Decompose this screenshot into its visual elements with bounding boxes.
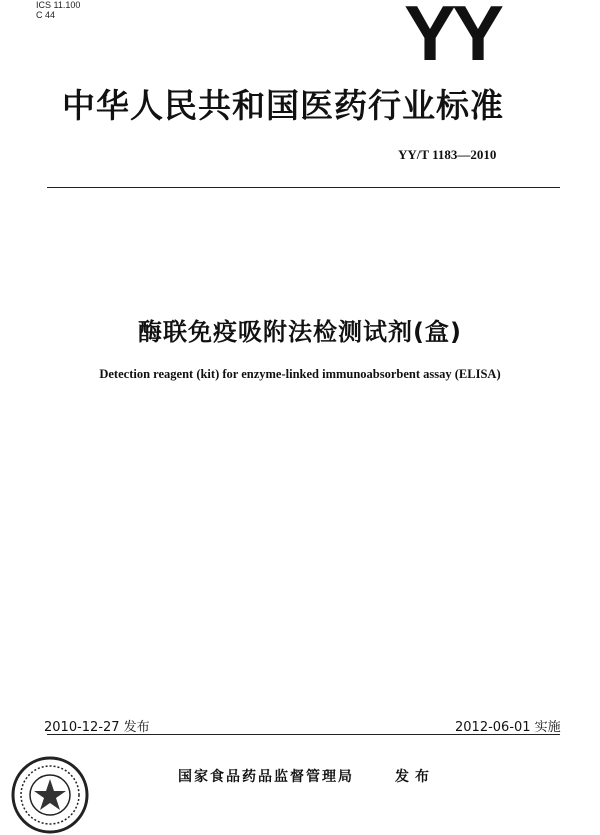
- seal-icon: [10, 755, 90, 835]
- standard-logo: YY: [404, 0, 501, 77]
- ccs-code: C 44: [36, 10, 56, 20]
- issue-date: 2010-12-27 发布: [44, 720, 150, 735]
- issuing-authority: 国家食品药品监督管理局: [178, 769, 354, 785]
- standard-category-title: 中华人民共和国医药行业标准: [62, 86, 504, 125]
- standard-number: YY/T 1183—2010: [398, 147, 497, 162]
- footer-divider: [47, 734, 560, 735]
- implementation-date: 2012-06-01 实施: [455, 720, 561, 735]
- document-title-zh: 酶联免疫吸附法检测试剂(盒): [138, 318, 462, 346]
- ics-code: ICS 11.100: [36, 0, 81, 10]
- header-divider: [47, 187, 560, 188]
- issuing-action: 发布: [395, 769, 435, 785]
- document-title-en: Detection reagent (kit) for enzyme-linked immunoabsorbent assay (ELISA): [99, 367, 501, 381]
